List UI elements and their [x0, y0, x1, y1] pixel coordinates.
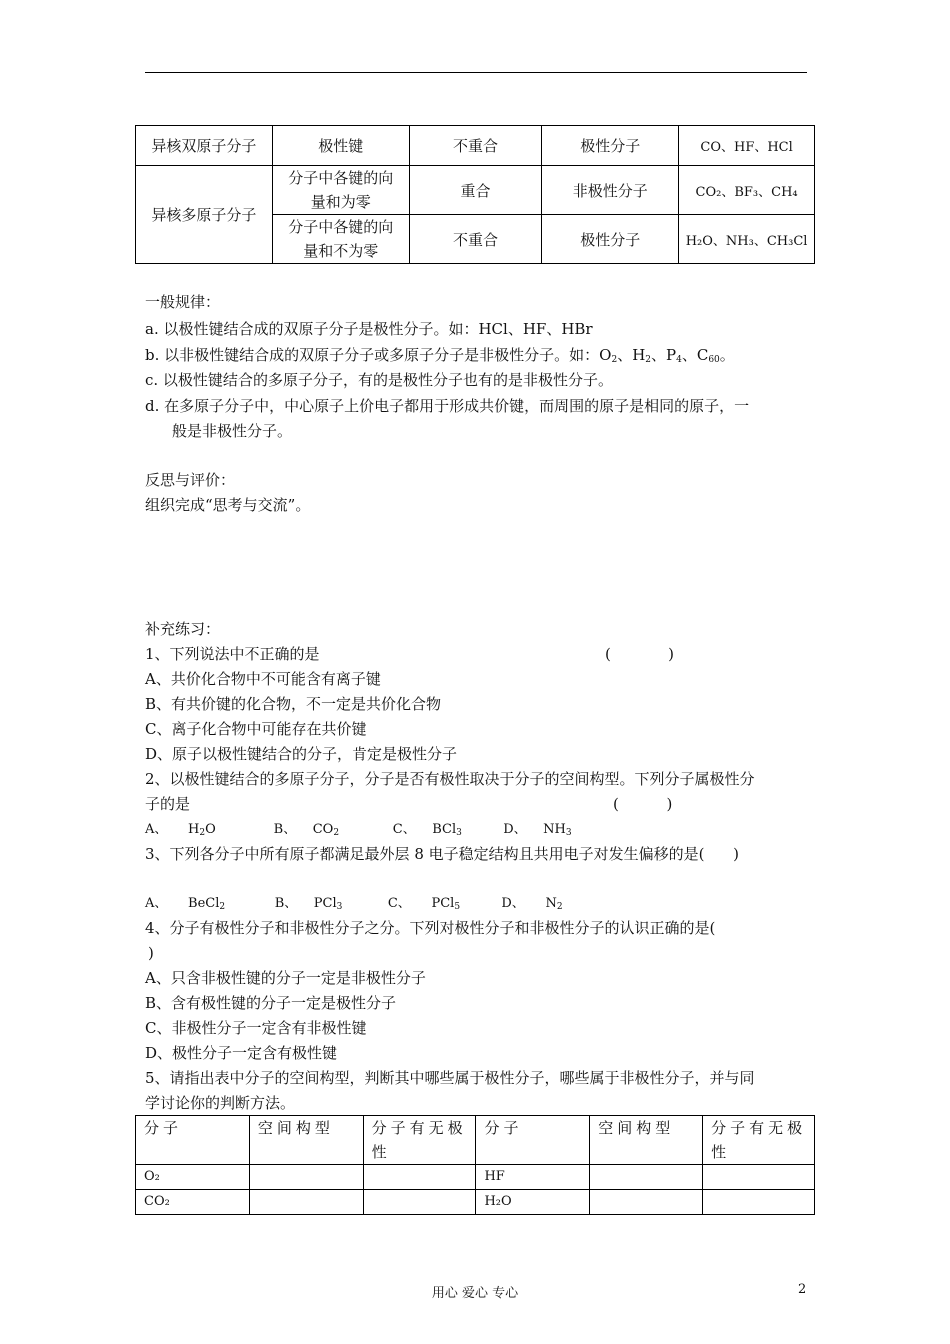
option-d: D、原子以极性键结合的分子，肯定是极性分子 — [145, 745, 458, 763]
header-molecule: 分子 — [136, 1116, 250, 1165]
rules-title: 一般规律： — [145, 293, 221, 311]
rule-d-line1: d. 在多原子分子中，中心原子上价电子都用于形成共价键，而周围的原子是相同的原子，一 — [145, 397, 750, 415]
header-rule — [145, 72, 807, 73]
question-4-line1: 4、分子有极性分子和非极性分子之分。下列对极性分子和非极性分子的认识正确的是( — [145, 919, 716, 937]
cell-molecule: H₂O — [476, 1190, 590, 1215]
rule-b: b. 以非极性键结合成的双原子分子或多原子分子是非极性分子。如：$O_2$、$H_2$、$P_4$、$C_{60}$。 — [145, 346, 735, 365]
cell-geometry[interactable] — [249, 1165, 363, 1190]
question-5-line2: 学讨论你的判断方法。 — [145, 1094, 296, 1112]
question-3-options: A、 BeCl$_2$ B、 PCl$_3$ C、 PCl$_5$ D、 $N_2$ — [145, 896, 563, 912]
question-5-line1: 5、请指出表中分子的空间构型，判断其中哪些属于极性分子，哪些属于非极性分子，并与同 — [145, 1069, 755, 1087]
option-b: B、有共价键的化合物，不一定是共价化合物 — [145, 695, 442, 713]
reflection-text: 组织完成“思考与交流”。 — [145, 496, 311, 514]
cell-polarity: 非极性分子 — [542, 166, 679, 215]
table-row — [136, 166, 815, 215]
rule-a: a. 以极性键结合成的双原子分子是极性分子。如：HCl、HF、HBr — [145, 320, 593, 338]
cell-charge-center: 不重合 — [409, 215, 542, 264]
question-2-line1: 2、以极性键结合的多原子分子，分子是否有极性取决于分子的空间构型。下列分子属极性分 — [145, 770, 755, 788]
cell-polarity: 极性分子 — [542, 126, 679, 166]
cell-molecule-type: 异核双原子分子 — [136, 126, 273, 166]
footer-text: 用心 爱心 专心 — [431, 1286, 519, 1301]
answer-bracket: ( ) — [613, 795, 673, 813]
header-polarity: 分子有无极性 — [363, 1116, 476, 1165]
cell-geometry[interactable] — [249, 1190, 363, 1215]
cell-examples: H₂O、NH₃、CH₃Cl — [679, 215, 815, 264]
cell-examples: CO₂、BF₃、CH₄ — [679, 166, 815, 215]
exercises-title: 补充练习： — [145, 620, 221, 638]
option-d: D、极性分子一定含有极性键 — [145, 1044, 338, 1062]
rule-c: c. 以极性键结合的多原子分子，有的是极性分子也有的是非极性分子。 — [145, 371, 613, 389]
option-a: A、只含非极性键的分子一定是非极性分子 — [145, 969, 426, 987]
question-4-line2: ) — [148, 944, 154, 962]
header-molecule: 分子 — [476, 1116, 590, 1165]
cell-charge-center: 重合 — [409, 166, 542, 215]
cell-bond-type: 极性键 — [272, 126, 409, 166]
polarity-table — [135, 125, 815, 264]
header-geometry: 空间构型 — [590, 1116, 703, 1165]
option-c: C、离子化合物中可能存在共价键 — [145, 720, 367, 738]
option-c: C、非极性分子一定含有非极性键 — [145, 1019, 367, 1037]
cell-geometry[interactable] — [590, 1165, 703, 1190]
answer-bracket: ( ) — [605, 645, 674, 663]
cell-examples: CO、HF、HCl — [679, 126, 815, 166]
cell-molecule: CO₂ — [136, 1190, 250, 1215]
header-geometry: 空间构型 — [249, 1116, 363, 1165]
table-header-row — [136, 1116, 815, 1165]
reflection-title: 反思与评价： — [145, 471, 236, 489]
cell-molecule-type: 异核多原子分子 — [136, 166, 273, 264]
cell-vector-sum: 分子中各键的向量和不为零 — [272, 215, 409, 264]
cell-molecule: HF — [476, 1165, 590, 1190]
answer-table — [135, 1115, 815, 1215]
table-row — [136, 1190, 815, 1215]
table-row — [136, 1165, 815, 1190]
rule-d-line2: 般是非极性分子。 — [172, 422, 293, 440]
cell-polarity[interactable] — [363, 1190, 476, 1215]
header-polarity: 分子有无极性 — [703, 1116, 815, 1165]
cell-geometry[interactable] — [590, 1190, 703, 1215]
cell-polarity: 极性分子 — [542, 215, 679, 264]
question-3: 3、下列各分子中所有原子都满足最外层 8 电子稳定结构且共用电子对发生偏移的是( ) — [145, 845, 739, 863]
option-b: B、含有极性键的分子一定是极性分子 — [145, 994, 397, 1012]
cell-polarity[interactable] — [703, 1165, 815, 1190]
cell-polarity[interactable] — [363, 1165, 476, 1190]
question-2-options: A、 $H_2O$ B、 $CO_2$ C、 BCl$_3$ D、 $NH_3$ — [145, 822, 572, 838]
table-row — [136, 126, 815, 166]
option-a: A、共价化合物中不可能含有离子键 — [145, 670, 381, 688]
page-number: 2 — [798, 1282, 807, 1297]
cell-vector-sum: 分子中各键的向量和为零 — [272, 166, 409, 215]
cell-charge-center: 不重合 — [409, 126, 542, 166]
question-1: 1、下列说法中不正确的是 — [145, 645, 320, 663]
question-2-line2: 子的是 — [145, 795, 191, 813]
cell-molecule: O₂ — [136, 1165, 250, 1190]
cell-polarity[interactable] — [703, 1190, 815, 1215]
